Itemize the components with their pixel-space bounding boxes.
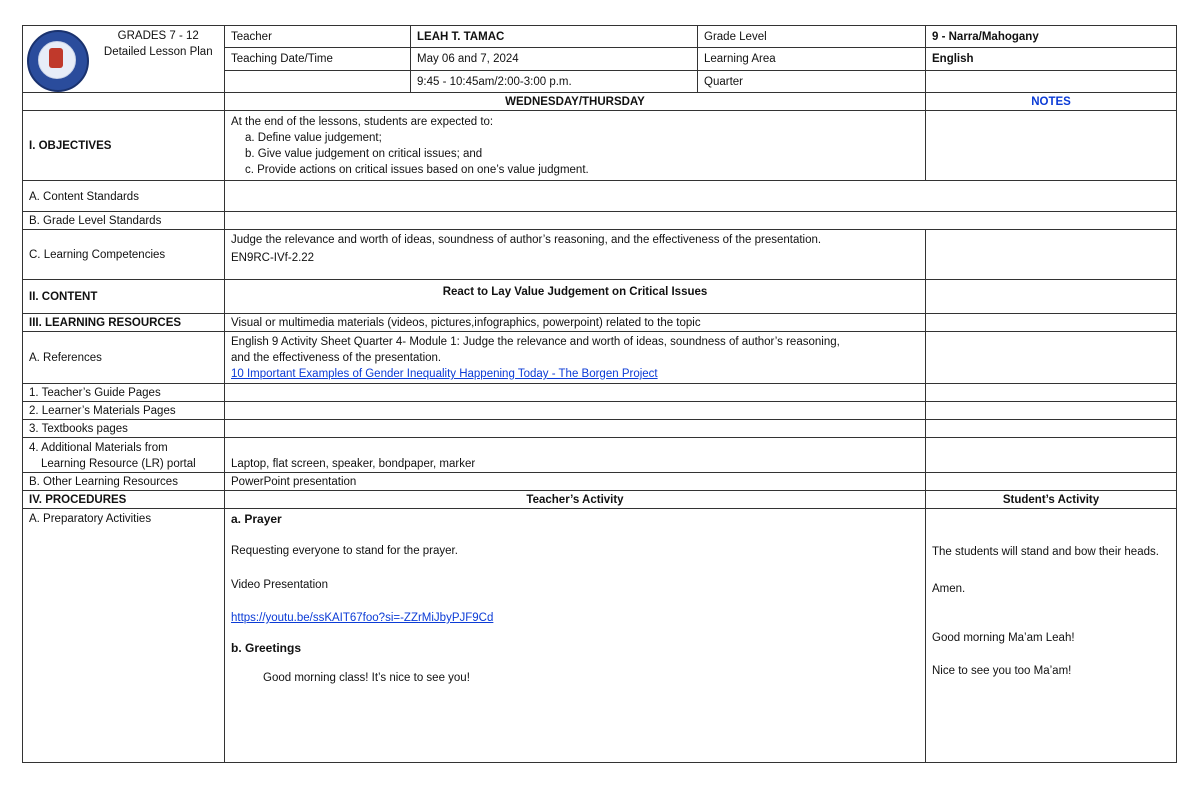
teacher-activity-header: Teacher’s Activity — [225, 491, 926, 509]
other-resources-label: B. Other Learning Resources — [23, 473, 225, 491]
teacher-activity-content — [225, 509, 926, 763]
student-response-3: Good morning Ma’am Leah! — [932, 632, 1075, 644]
references-label: A. References — [23, 332, 225, 384]
learning-resources-value: Visual or multimedia materials (videos, pictures,infographics, powerpoint) related to the topic — [225, 314, 926, 332]
references-notes — [926, 332, 1177, 384]
objectives-notes — [926, 111, 1177, 181]
time-value: 9:45 - 10:45am/2:00-3:00 p.m. — [411, 70, 698, 92]
additional-materials-value: Laptop, flat screen, speaker, bondpaper, marker — [225, 438, 926, 473]
competency-code: EN9RC-IVf-2.22 — [231, 252, 315, 264]
notes-header: NOTES — [926, 93, 1177, 111]
grade-level-label: Grade Level — [698, 26, 926, 48]
objective-c: c. Provide actions on critical issues based on one’s value judgment. — [245, 164, 589, 176]
additional-materials-label — [23, 438, 225, 473]
learners-materials-label: 2. Learner’s Materials Pages — [23, 402, 225, 420]
other-resources-notes — [926, 473, 1177, 491]
additional-materials-label-line2: Learning Resource (LR) portal — [41, 457, 196, 470]
teacher-value: LEAH T. TAMAC — [411, 26, 698, 48]
content-standards-label: A. Content Standards — [23, 181, 225, 212]
student-response-2: Amen. — [932, 583, 966, 595]
content-label: II. CONTENT — [23, 280, 225, 314]
learning-resources-notes — [926, 314, 1177, 332]
references-link[interactable]: 10 Important Examples of Gender Inequality Happening Today - The Borgen Project — [231, 368, 658, 380]
quarter-label: Quarter — [698, 70, 926, 92]
references-line1: English 9 Activity Sheet Quarter 4- Module 1: Judge the relevance and worth of ideas, soundness of author’s reasoning, — [231, 336, 840, 348]
deped-seal-logo — [27, 30, 89, 92]
textbooks-notes — [926, 420, 1177, 438]
teachers-guide-value — [225, 384, 926, 402]
student-response-1: The students will stand and bow their heads. — [932, 546, 1159, 558]
references-value — [225, 332, 926, 384]
learners-materials-value — [225, 402, 926, 420]
blank-header-cell — [23, 93, 225, 111]
content-value: React to Lay Value Judgement on Critical Issues — [225, 280, 926, 314]
grade-level-value: 9 - Narra/Mahogany — [926, 26, 1177, 48]
student-response-4: Nice to see you too Ma’am! — [932, 665, 1072, 677]
student-activity-header: Student’s Activity — [926, 491, 1177, 509]
references-line2: and the effectiveness of the presentation. — [231, 352, 442, 364]
video-label: Video Presentation — [231, 579, 328, 591]
teachers-guide-label: 1. Teacher’s Guide Pages — [23, 384, 225, 402]
prayer-text: Requesting everyone to stand for the prayer. — [231, 545, 458, 557]
objective-b: b. Give value judgement on critical issues; and — [245, 148, 483, 160]
lesson-plan-table — [22, 25, 1177, 763]
objectives-intro: At the end of the lessons, students are expected to: — [231, 116, 494, 128]
content-notes — [926, 280, 1177, 314]
learning-competencies-notes — [926, 230, 1177, 280]
textbooks-label: 3. Textbooks pages — [23, 420, 225, 438]
procedures-label: IV. PROCEDURES — [23, 491, 225, 509]
objective-a: a. Define value judgement; — [245, 132, 382, 144]
date-label: Teaching Date/Time — [225, 48, 411, 70]
objectives-label: I. OBJECTIVES — [23, 111, 225, 181]
textbooks-value — [225, 420, 926, 438]
video-link[interactable]: https://youtu.be/ssKAIT67foo?si=-ZZrMiJbyPJF9Cd — [231, 612, 494, 624]
teacher-label: Teacher — [225, 26, 411, 48]
preparatory-label: A. Preparatory Activities — [23, 509, 225, 763]
objectives-content — [225, 111, 926, 181]
learning-competencies-label: C. Learning Competencies — [23, 230, 225, 280]
day-header: WEDNESDAY/THURSDAY — [225, 93, 926, 111]
content-standards-value — [225, 181, 1177, 212]
learning-competencies-value — [225, 230, 926, 280]
greetings-text: Good morning class! It’s nice to see you! — [263, 672, 470, 684]
grade-level-standards-label: B. Grade Level Standards — [23, 212, 225, 230]
prayer-title: a. Prayer — [231, 512, 282, 526]
greetings-title: b. Greetings — [231, 641, 302, 655]
deped-seal-cell — [23, 26, 93, 93]
additional-materials-notes — [926, 438, 1177, 473]
quarter-value — [926, 70, 1177, 92]
time-label — [225, 70, 411, 92]
grade-level-standards-value — [225, 212, 1177, 230]
date-value: May 06 and 7, 2024 — [411, 48, 698, 70]
additional-materials-label-line1: 4. Additional Materials from — [29, 441, 168, 454]
doc-title: Detailed Lesson Plan — [103, 46, 213, 58]
lesson-plan-page — [22, 25, 1176, 763]
learners-materials-notes — [926, 402, 1177, 420]
title-block — [93, 26, 225, 93]
competency-text: Judge the relevance and worth of ideas, soundness of author’s reasoning, and the effectiveness of the presentation. — [231, 234, 822, 246]
grades-label: GRADES 7 - 12 — [117, 30, 199, 42]
area-label: Learning Area — [698, 48, 926, 70]
teachers-guide-notes — [926, 384, 1177, 402]
area-value: English — [926, 48, 1177, 70]
other-resources-value: PowerPoint presentation — [225, 473, 926, 491]
learning-resources-label: III. LEARNING RESOURCES — [23, 314, 225, 332]
student-activity-content — [926, 509, 1177, 763]
